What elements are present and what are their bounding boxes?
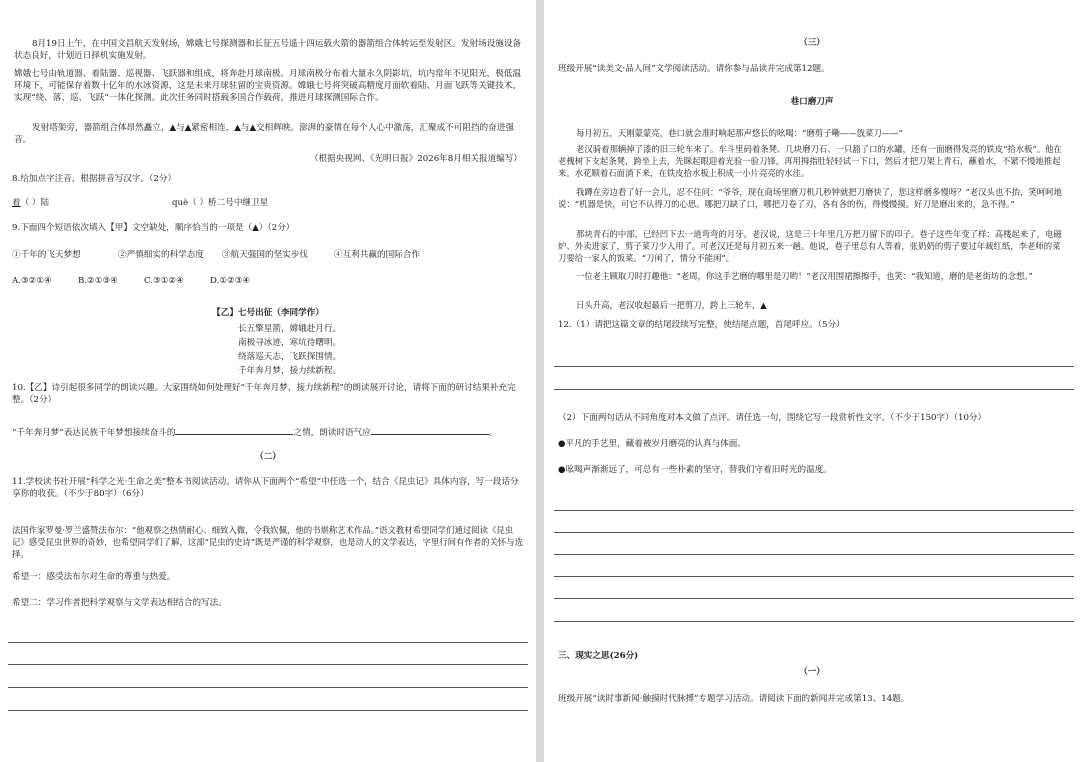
comment-2: ●吆喝声渐渐远了，可总有一些朴素的坚守，替我们守着旧时光的温度。 (558, 465, 832, 475)
q9-phrase-3: ③航天强国的坚实步伐 (222, 250, 308, 260)
q8-item-a-text: （ ）陆 (20, 198, 50, 208)
poem-line: 南极寻冰迹，寒坑待曙明。 (238, 338, 342, 348)
news-paragraph-3: 发射塔架旁，器箭组合体昂然矗立，▲与▲紧密相连，▲与▲交相辉映。澎湃的豪情在每个人心中激荡，汇聚成不可阻挡的奋进强音。 (14, 123, 514, 145)
answer-line[interactable] (554, 554, 1074, 555)
essay-title: 巷口磨刀声 (790, 97, 834, 107)
q11-quote: 法国作家罗曼·罗兰盛赞法布尔：“他观察之热情耐心、细致入微，令我钦佩，他的书堪称艺术作品。”语文教材希望同学们通过阅读《昆虫记》感受昆虫世界的奇妙，也希望同学们了解，这部“昆虫的史诗”既是严谨的科学观察，也是动人的文学表达，字里行间有作者的关怀与选择。 (12, 525, 524, 559)
poem-body (238, 322, 341, 378)
q10-stem: 10.【乙】诗引起很多同学的朗读兴趣。大家围绕如何处理好“千年奔月梦，接力续新程”的朗读展开讨论，请将下面的研讨结果补充完整。（2分） (12, 383, 516, 405)
left-page (0, 0, 536, 762)
q8-stem: 8.给加点字注音，根据拼音写汉字。（2分） (12, 174, 177, 184)
answer-line[interactable] (554, 598, 1074, 599)
answer-line[interactable] (554, 532, 1074, 533)
answer-line[interactable] (8, 664, 528, 665)
q9-option-b: B.②①③④ (78, 276, 118, 286)
q9-option-d: D.①②③④ (210, 276, 251, 286)
answer-line[interactable] (554, 389, 1074, 390)
q9-phrase-4: ④互利共赢的国际合作 (334, 250, 420, 260)
news-paragraph-2: 嫦娥七号由轨道器、着陆器、巡视器、飞跃器和组成，将奔赴月球南极。月球南极分布着大量永久阴影坑，坑内常年不见阳光，极低温环境下，可能保存着数十亿年的水冰资源，这是未来月球驻留的宝贵资源。嫦娥七号将突破高精度月面软着陆、月面飞跃等关键技术，实现“绕、落、巡、飞跃”一体化探测。此次任务同时搭载多国合作载荷，推进月球探测国际合作。 (14, 69, 522, 103)
news-source: （根据央视网、《光明日报》2026年8月相关报道编写） (309, 154, 522, 164)
q10-fill-a: “千年奔月梦”表达民族千年梦想接续奋斗的 (12, 428, 176, 438)
news-intro: 班级开展“读时事新闻·触摸时代脉搏”专题学习活动。请阅读下面的新闻并完成第13、14题。 (558, 694, 910, 704)
q9-phrase-1: ①千年的飞天梦想 (12, 250, 81, 260)
q9-option-a: A.③②①④ (12, 276, 52, 286)
q10-blank-2[interactable] (371, 425, 489, 435)
answer-line[interactable] (8, 642, 528, 643)
part-3-title: 三、现实之思(26分) (558, 651, 639, 661)
q12-part-1: 12.（1）请把这篇文章的结尾段续写完整，使结尾点题，首尾呼应。（5分） (558, 320, 845, 330)
reading-intro: 班级开展“读美文·品人间”文学阅读活动。请你参与品读并完成第12题。 (558, 64, 830, 74)
answer-line[interactable] (554, 366, 1074, 367)
q8-item-a (12, 197, 49, 209)
poem-line: 绕落巡天志，飞跃探围情。 (238, 352, 342, 362)
poem-title: 【乙】七号出征（李同学作） (212, 308, 324, 318)
essay-paragraph-5: 一位老主顾取刀时打趣他：“老周，你这手艺磨的哪里是刀哟！”老汉用围裙擦擦手，也笑：“我知道，磨的是老街坊的念想。” (576, 271, 1033, 281)
section-3-title: （三） (799, 38, 825, 48)
essay-paragraph-4: 那块青石的中部，已经凹下去一道弯弯的月牙。老汉说，这是三十年里几万把刀留下的印子。巷子这些年变了样：高楼起来了，电磁炉、外卖进家了，剪子菜刀少人用了。可老汉还是每月初五来一趟。他说，巷子里总有人等着，张奶奶的剪子要过年裁红纸，李老师的菜刀要给一家人的饭菜。“刀闲了，情分不能闲”。 (558, 229, 1062, 263)
essay-paragraph-1: 每月初五，天刚蒙蒙亮，巷口就会准时响起那声悠长的吆喝：“磨剪子嘞——戗菜刀——” (576, 128, 903, 138)
q9-phrase-2: ②严慎细实的科学态度 (118, 250, 204, 260)
essay-paragraph-2: 老汉骑着那辆掉了漆的旧三轮车来了。车斗里码着条凳、几块磨刀石、一只豁了口的水罐，还有一面磨得发亮的铁皮“拾水板”。他在老槐树下支起条凳，跨坐上去，先眯起眼迎着光验一验刀锋，再用拇指肚轻轻试一下口，然后才把刀架上青石，蘸着水，不紧不慢地推起来。水花顺着石面淌下来，在铁皮拾水板上积成一小片亮亮的水洼。 (558, 144, 1062, 178)
q11-hope-1: 希望一：感受法布尔对生命的尊重与热爱。 (12, 572, 176, 582)
q10-blank-1[interactable] (175, 425, 293, 435)
right-page (544, 0, 1080, 762)
q10-fill-line (12, 425, 497, 439)
section-2-title: （二） (255, 452, 281, 462)
poem-line: 千年奔月梦，接力续新程。 (238, 366, 342, 376)
essay-paragraph-3: 我蹲在旁边看了好一会儿，忍不住问：“爷爷，现在商场里磨刀机几秒钟就把刀磨快了，您这样磨多慢呀？”老汉头也不抬，笑呵呵地说：“机器是快，可它不认得刀的心思。哪把刀缺了口，哪把刀卷了刃，各有各的伤，得慢慢摸。好刀是磨出来的，急不得。” (558, 187, 1062, 209)
q12-part-2: （2）下面两句话从不同角度对本文做了点评。请任选一句，围绕它写一段赏析性文字。（不少于150字）（10分） (558, 413, 987, 423)
q9-option-c: C.③①②④ (144, 276, 184, 286)
q11-stem: 11.学校读书社开展“科学之光·生命之美”整本书阅读活动。请你从下面两个“希望”中任选一个，结合《昆虫记》具体内容，写一段话分享你的收获。（不少于80字）（6分） (12, 477, 519, 499)
answer-line[interactable] (554, 510, 1074, 511)
q10-fill-end: 。 (488, 428, 498, 438)
comment-1: ●平凡的手艺里，藏着被岁月磨亮的认真与体面。 (558, 439, 746, 449)
poem-line: 长五擎星箭，嫦娥赴月行。 (238, 324, 342, 334)
q11-hope-2: 希望二：学习作者把科学观察与文学表达相结合的写法。 (12, 598, 227, 608)
subsection-1-title: （一） (799, 667, 825, 677)
answer-line[interactable] (8, 687, 528, 688)
essay-paragraph-6: 日头升高，老汉收起最后一把剪刀，跨上三轮车，▲ (576, 300, 767, 310)
answer-line[interactable] (554, 621, 1074, 622)
answer-line[interactable] (554, 576, 1074, 577)
q9-stem: 9.下面四个短语依次填入【甲】文空缺处，顺序恰当的一项是（▲）（2分） (12, 223, 295, 233)
q8-dotted-char: 着 (12, 198, 21, 208)
q8-item-b: què（ ）桥二号中继卫星 (172, 198, 269, 208)
q10-fill-b: 之情，朗读时语气应 (293, 428, 371, 438)
answer-line[interactable] (8, 710, 528, 711)
news-paragraph-1: 8月19日上午，在中国文昌航天发射场，嫦娥七号探测器和长征五号遥十四运载火箭的器箭组合体转运至发射区。发射场设施设备状态良好，计划近日择机实施发射。 (14, 39, 522, 61)
